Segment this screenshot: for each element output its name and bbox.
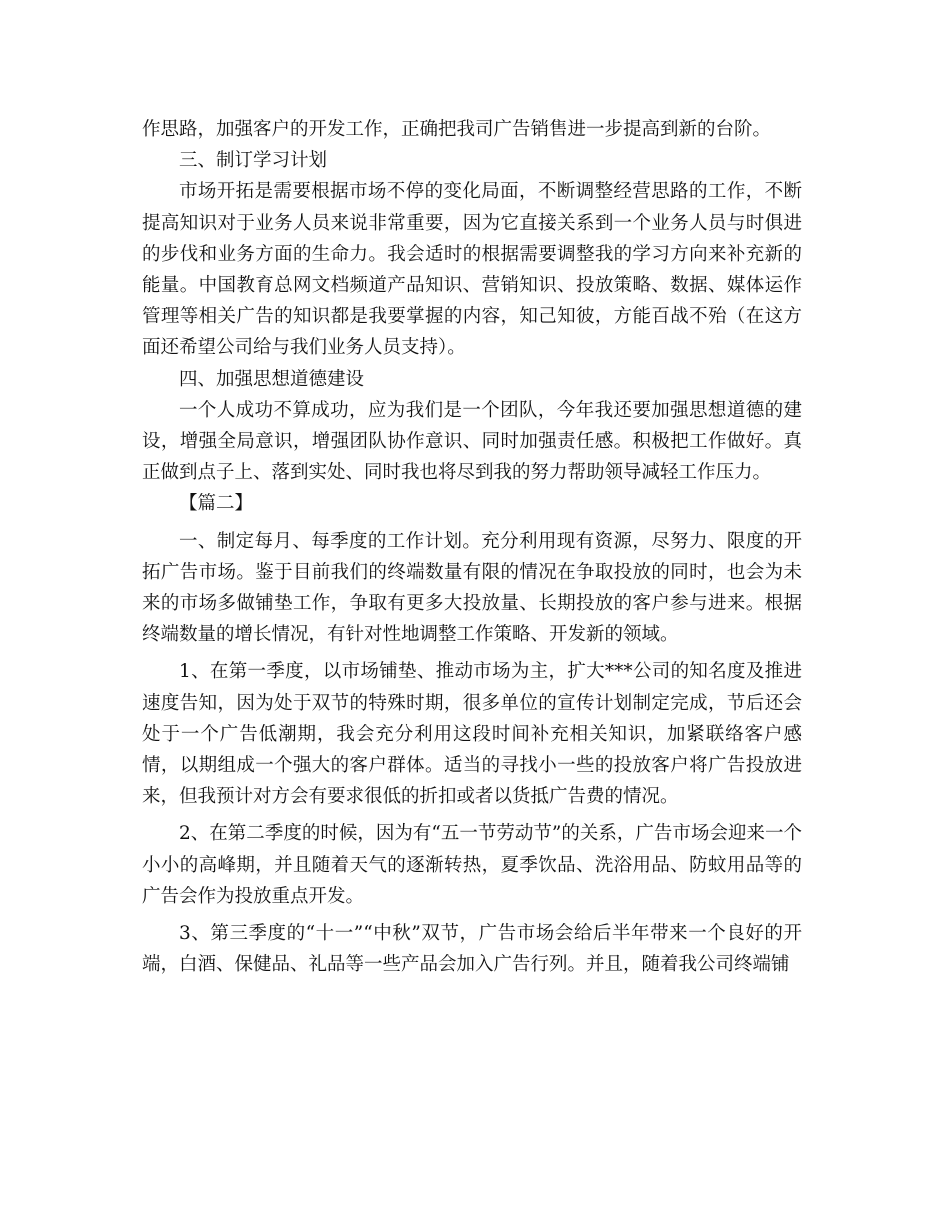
paragraph-study-plan: 市场开拓是需要根据市场不停的变化局面，不断调整经营思路的工作，不断提高知识对于业务人员来说非常重要，因为它直接关系到一个业务人员与时俱进的步伐和业务方面的生命力。我会适时的根据需要调整我的学习方向来补充新的能量。中国教育总网文档频道产品知识、营销知识、投放策略、数据、媒体运作管理等相关广告的知识都是我要掌握的内容，知己知彼，方能百战不殆（在这方面还希望公司给与我们业务人员支持）。 — [142, 181, 802, 359]
paragraph-first-quarter: 1、在第一季度，以市场铺垫、推动市场为主，扩大***公司的知名度及推进速度告知，因为处于双节的特殊时期，很多单位的宣传计划制定完成，节后还会处于一个广告低潮期，我会充分利用这段时间补充相关知识，加紧联络客户感情，以期组成一个强大的客户群体。适当的寻找小一些的投放客户将广告投放进来，但我预计对方会有要求很低的折扣或者以货抵广告费的情况。 — [142, 661, 802, 808]
paragraph-monthly-plan: 一、制定每月、每季度的工作计划。充分利用现有资源，尽努力、限度的开拓广告市场。鉴于目前我们的终端数量有限的情况在争取投放的同时，也会为未来的市场多做铺垫工作，争取有更多大投放量、长期投放的客户参与进来。根据终端数量的增长情况，有针对性地调整工作策略、开发新的领域。 — [142, 530, 802, 646]
section-heading-part-two: 【篇二】 — [179, 493, 254, 515]
section-heading-study-plan: 三、制订学习计划 — [179, 150, 328, 172]
section-heading-moral-building: 四、加强思想道德建设 — [179, 368, 365, 390]
paragraph-second-quarter: 2、在第二季度的时候，因为有“五一节劳动节”的关系，广告市场会迎来一个小小的高峰期，并且随着天气的逐渐转热，夏季饮品、洗浴用品、防蚊用品等的广告会作为投放重点开发。 — [142, 823, 802, 907]
paragraph-third-quarter: 3、第三季度的“十一”“中秋”双节，广告市场会给后半年带来一个良好的开端，白酒、保健品、礼品等一些产品会加入广告行列。并且，随着我公司终端铺 — [142, 923, 802, 976]
document-body — [142, 114, 802, 980]
paragraph-moral-building: 一个人成功不算成功，应为我们是一个团队，今年我还要加强思想道德的建设，增强全局意识，增强团队协作意识、同时加强责任感。积极把工作做好。真正做到点子上、落到实处、同时我也将尽到我的努力帮助领导减轻工作压力。 — [142, 399, 802, 484]
paragraph-continuation: 作思路，加强客户的开发工作，正确把我司广告销售进一步提高到新的台阶。 — [142, 119, 772, 140]
